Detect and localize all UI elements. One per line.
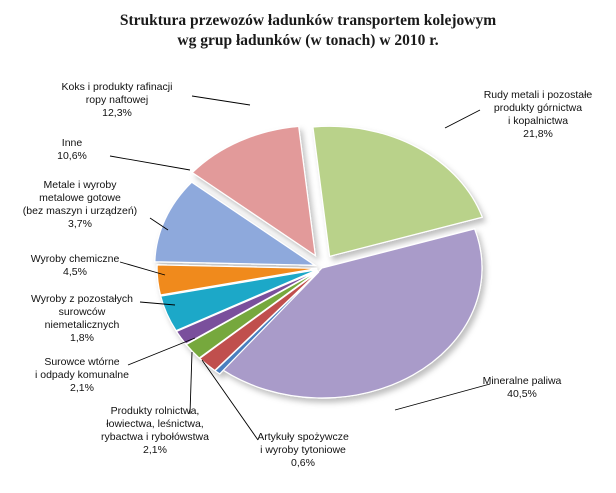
leader-line-10 bbox=[192, 96, 250, 105]
slice-value-2: 40,5% bbox=[507, 388, 537, 400]
slice-label-line: i odpady komunalne bbox=[35, 369, 129, 381]
slice-label-line: ropy naftowej bbox=[85, 94, 149, 106]
slice-label-line: Artykuły spożywcze bbox=[257, 431, 349, 443]
slice-label-1 bbox=[484, 89, 593, 140]
slice-label-line: Rudy metali i pozostałe bbox=[483, 89, 593, 101]
slice-label-line: Produkty rolnictwa, bbox=[110, 405, 200, 417]
slice-label-4 bbox=[101, 405, 209, 456]
slice-value-8: 3,7% bbox=[68, 218, 92, 230]
slice-value-10: 12,3% bbox=[102, 107, 132, 119]
slice-label-line: produkty górnictwa bbox=[493, 102, 583, 114]
slice-label-8 bbox=[23, 179, 137, 230]
slice-label-line: Mineralne paliwa bbox=[482, 375, 562, 387]
slice-label-line: Surowce wtórne bbox=[44, 356, 120, 368]
slice-label-5 bbox=[35, 356, 129, 394]
leader-line-2 bbox=[395, 384, 490, 410]
slice-label-line: Wyroby chemiczne bbox=[30, 253, 120, 265]
slice-label-line: Koks i produkty rafinacji bbox=[61, 81, 173, 93]
slice-label-line: łowiectwa, leśnictwa, bbox=[106, 418, 204, 430]
slice-label-line: i wyroby tytoniowe bbox=[260, 444, 346, 456]
leader-line-5 bbox=[128, 338, 195, 365]
slice-label-3 bbox=[257, 431, 349, 469]
slice-label-line: Inne bbox=[61, 137, 83, 149]
slice-label-7 bbox=[31, 253, 120, 278]
chart-title-line-2: wg grup ładunków (w tonach) w 2010 r. bbox=[177, 32, 439, 49]
slice-value-1: 21,8% bbox=[523, 128, 553, 140]
leader-line-9 bbox=[110, 156, 190, 170]
slice-value-5: 2,1% bbox=[70, 382, 94, 394]
slice-label-line: i kopalnictwa bbox=[507, 115, 569, 127]
slice-value-7: 4,5% bbox=[63, 266, 87, 278]
chart-title bbox=[120, 12, 496, 49]
slice-value-4: 2,1% bbox=[143, 444, 167, 456]
slice-value-9: 10,6% bbox=[57, 150, 87, 162]
slice-label-line: metalowe gotowe bbox=[39, 192, 121, 204]
slice-label-line: niemetalicznych bbox=[44, 319, 120, 331]
slice-value-6: 1,8% bbox=[70, 332, 94, 344]
slice-label-9 bbox=[57, 137, 87, 162]
slice-label-line: (bez maszyn i urządzeń) bbox=[22, 205, 138, 217]
chart-title-line-1: Struktura przewozów ładunków transportem kolejowym bbox=[119, 12, 497, 29]
slice-label-line: rybactwa i rybołówstwa bbox=[101, 431, 209, 443]
slice-label-10 bbox=[62, 81, 173, 119]
slice-label-line: Wyroby z pozostałych bbox=[30, 293, 134, 305]
slice-label-6 bbox=[31, 293, 133, 344]
leader-line-1 bbox=[445, 110, 480, 128]
slice-value-3: 0,6% bbox=[291, 457, 315, 469]
slice-label-line: Metale i wyroby bbox=[43, 179, 117, 191]
slice-label-2 bbox=[483, 375, 562, 400]
slice-label-line: surowców bbox=[58, 306, 106, 318]
